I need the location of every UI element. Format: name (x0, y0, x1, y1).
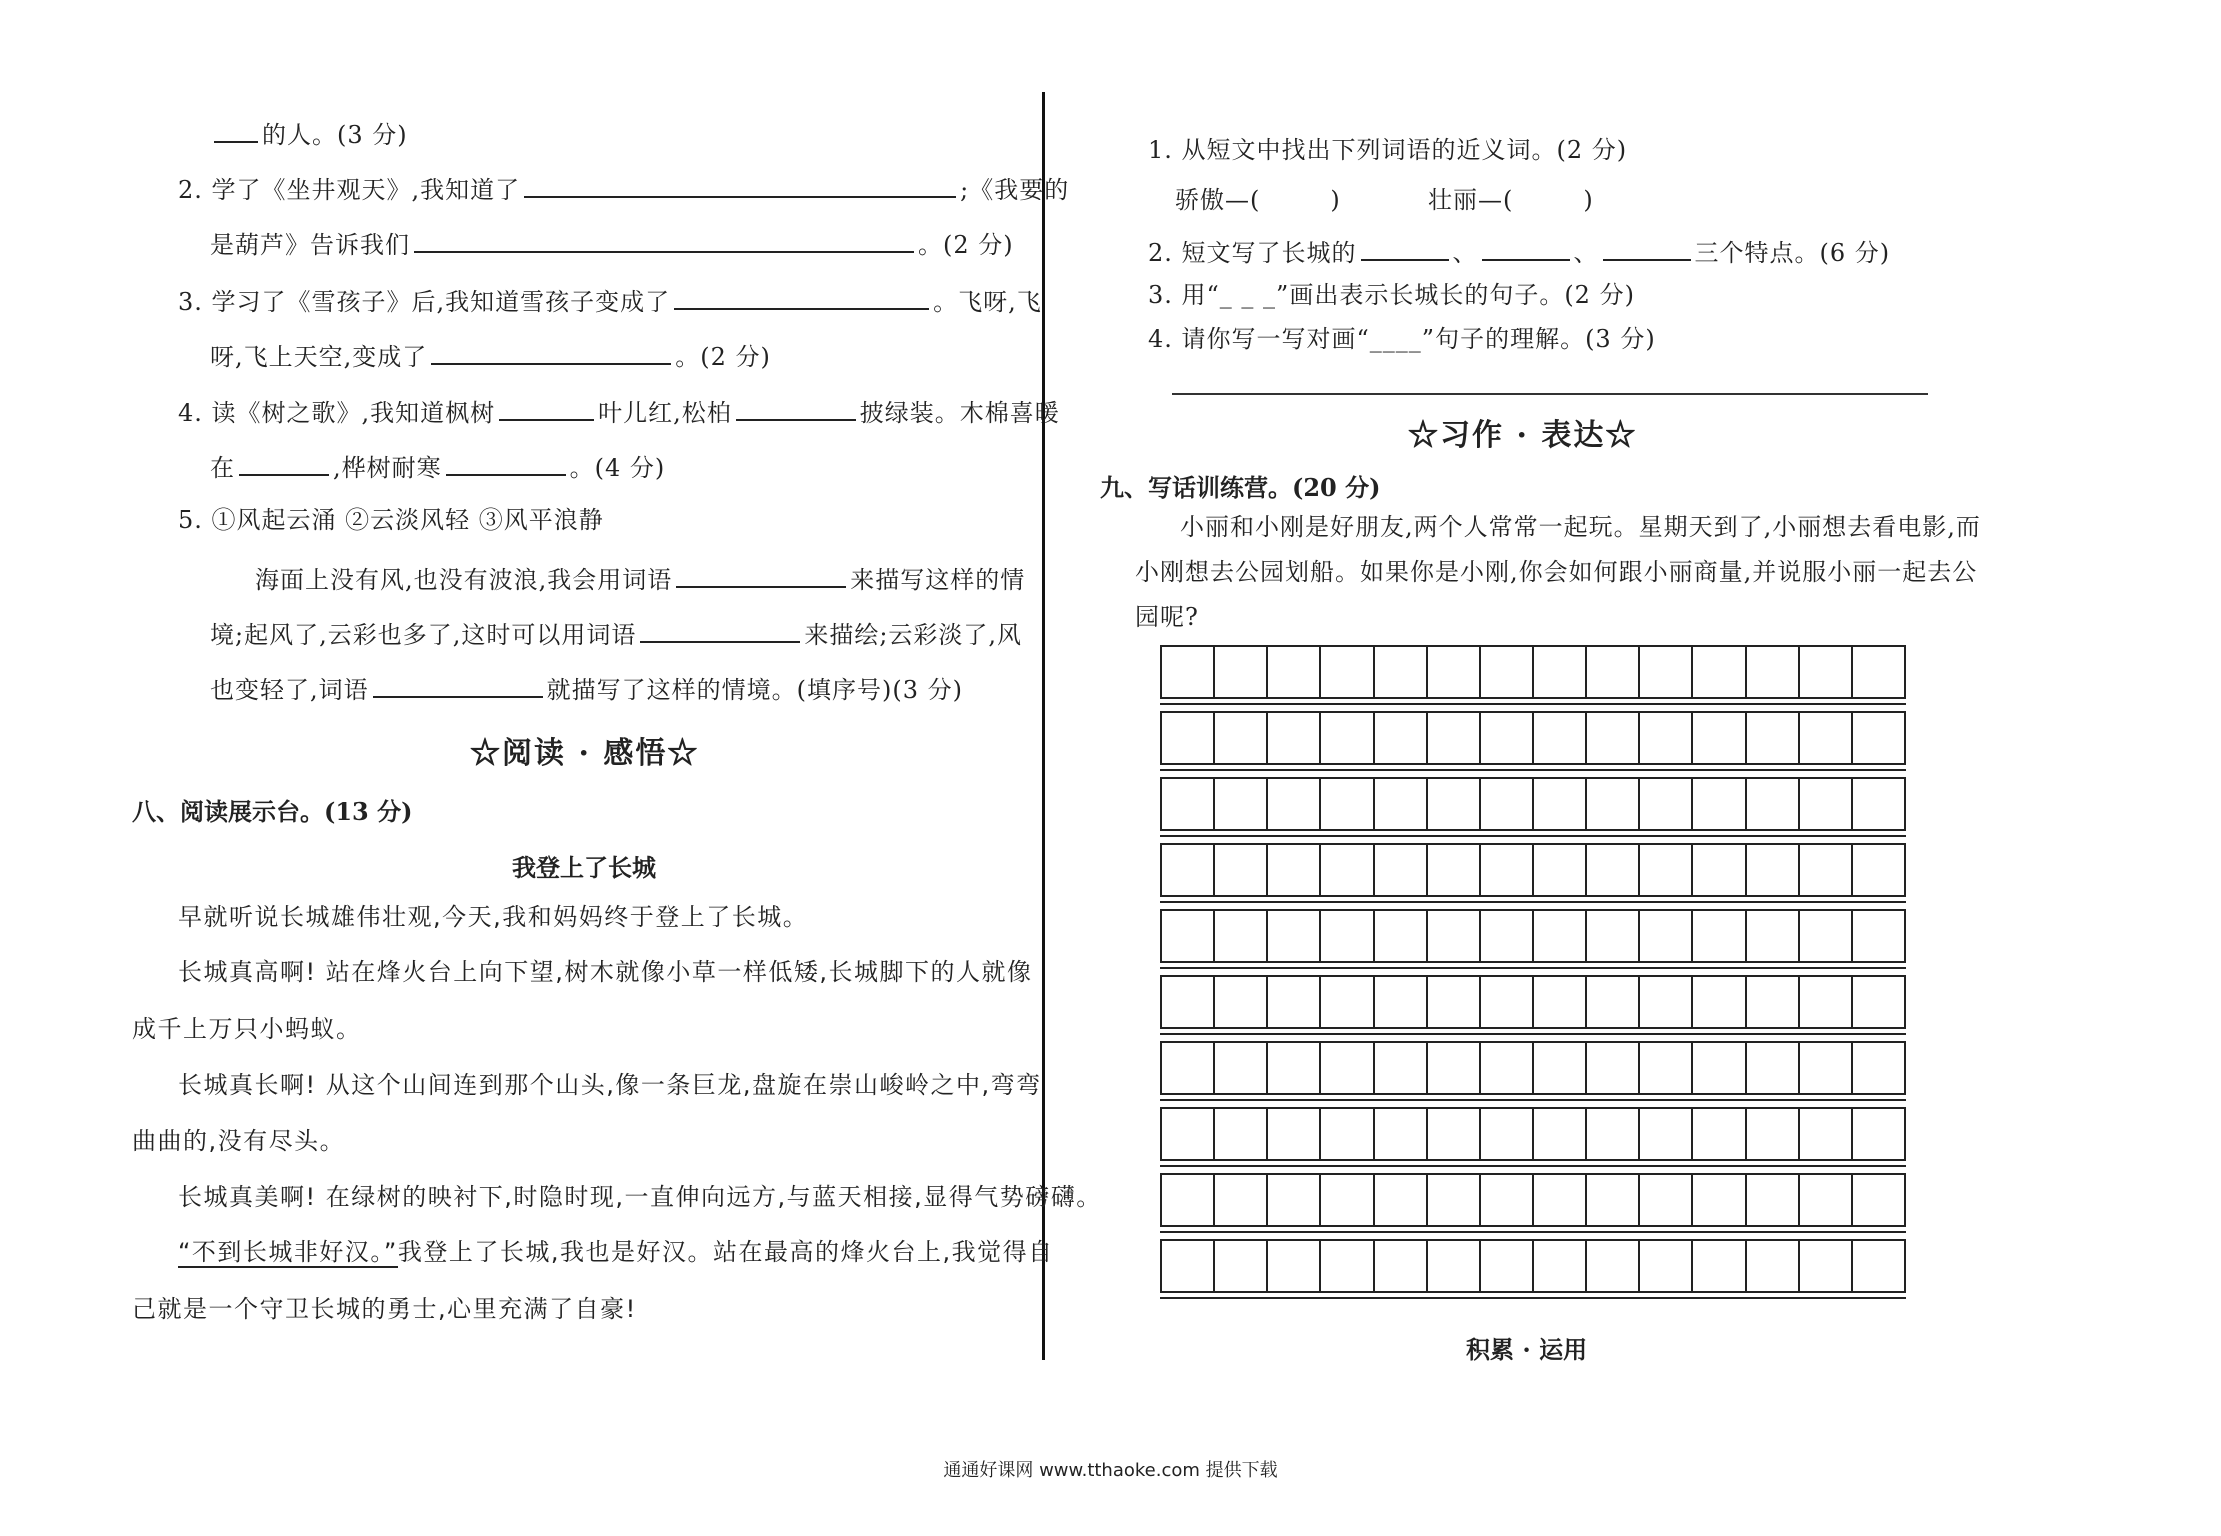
grid-cell[interactable] (1162, 1043, 1215, 1093)
grid-cell[interactable] (1800, 1109, 1853, 1159)
question-5-options: 5. ①风起云涌 ②云淡风轻 ③风平浪静 (178, 506, 604, 534)
grid-cell[interactable] (1800, 1175, 1853, 1225)
grid-cell[interactable] (1481, 1109, 1534, 1159)
grid-cell[interactable] (1640, 977, 1693, 1027)
grid-cell[interactable] (1375, 911, 1428, 961)
right-question-3: 3. 用“_ _ _”画出表示长城长的句子。(2 分) (1148, 281, 1635, 309)
passage-paragraph-3: 长城真长啊! 从这个山间连到那个山头,像一条巨龙,盘旋在崇山峻岭之中,弯弯 (178, 1071, 1042, 1099)
grid-cell[interactable] (1640, 911, 1693, 961)
grid-cell[interactable] (1587, 1175, 1640, 1225)
grid-row (1160, 1041, 1906, 1095)
grid-cell[interactable] (1375, 977, 1428, 1027)
grid-row (1160, 975, 1906, 1029)
passage-paragraph-2: 长城真高啊! 站在烽火台上向下望,树木就像小草一样低矮,长城脚下的人就像 (178, 958, 1033, 986)
section-heading-reading: ☆阅读 · 感悟☆ (470, 736, 700, 771)
grid-cell[interactable] (1640, 779, 1693, 829)
answer-blank[interactable] (373, 670, 543, 698)
grid-cell[interactable] (1215, 713, 1268, 763)
grid-cell[interactable] (1162, 647, 1215, 697)
grid-cell[interactable] (1321, 977, 1374, 1027)
grid-cell[interactable] (1215, 845, 1268, 895)
grid-cell[interactable] (1534, 1043, 1587, 1093)
grid-cell[interactable] (1747, 1241, 1800, 1291)
grid-cell[interactable] (1587, 977, 1640, 1027)
grid-cell[interactable] (1215, 1175, 1268, 1225)
answer-blank[interactable] (1603, 233, 1691, 261)
grid-cell[interactable] (1321, 1241, 1374, 1291)
grid-cell[interactable] (1215, 647, 1268, 697)
grid-cell[interactable] (1215, 977, 1268, 1027)
answer-blank[interactable] (524, 170, 956, 198)
column-divider (1042, 92, 1045, 1360)
passage-paragraph-5: “不到长城非好汉。”我登上了长城,我也是好汉。站在最高的烽火台上,我觉得自 (178, 1238, 1054, 1266)
grid-cell[interactable] (1321, 647, 1374, 697)
grid-cell[interactable] (1693, 1241, 1746, 1291)
grid-cell[interactable] (1747, 911, 1800, 961)
grid-cell[interactable] (1587, 911, 1640, 961)
grid-cell[interactable] (1853, 1241, 1904, 1291)
grid-cell[interactable] (1162, 779, 1215, 829)
answer-blank[interactable] (446, 448, 566, 476)
section-label-accumulate: 积累 · 运用 (1466, 1335, 1588, 1364)
grid-cell[interactable] (1215, 1241, 1268, 1291)
footer-credit: 通通好课网 www.tthaoke.com 提供下载 (943, 1460, 1278, 1481)
question-2-line-1: 2. 学了《坐井观天》,我知道了 ;《我要的 (178, 170, 1069, 207)
grid-cell[interactable] (1268, 1241, 1321, 1291)
grid-cell[interactable] (1375, 1175, 1428, 1225)
grid-cell[interactable] (1853, 647, 1904, 697)
grid-cell[interactable] (1853, 1109, 1904, 1159)
grid-cell[interactable] (1268, 779, 1321, 829)
grid-cell[interactable] (1481, 911, 1534, 961)
grid-cell[interactable] (1428, 647, 1481, 697)
grid-cell[interactable] (1321, 713, 1374, 763)
grid-cell[interactable] (1428, 1043, 1481, 1093)
grid-cell[interactable] (1162, 713, 1215, 763)
grid-cell[interactable] (1640, 1109, 1693, 1159)
grid-cell[interactable] (1587, 713, 1640, 763)
grid-cell[interactable] (1481, 1175, 1534, 1225)
grid-cell[interactable] (1534, 1175, 1587, 1225)
question-9-text-line-1: 小丽和小刚是好朋友,两个人常常一起玩。星期天到了,小丽想去看电影,而 (1180, 513, 1981, 541)
passage-paragraph-3-cont: 曲曲的,没有尽头。 (132, 1127, 346, 1155)
grid-cell[interactable] (1587, 845, 1640, 895)
grid-cell[interactable] (1800, 713, 1853, 763)
question-2-line-2: 是葫芦》告诉我们 。(2 分) (210, 225, 1014, 262)
grid-cell[interactable] (1693, 779, 1746, 829)
question-3-line-1: 3. 学习了《雪孩子》后,我知道雪孩子变成了 。飞呀,飞 (178, 282, 1042, 319)
grid-cell[interactable] (1481, 1043, 1534, 1093)
right-question-4: 4. 请你写一写对画“____”句子的理解。(3 分) (1148, 325, 1656, 353)
grid-cell[interactable] (1640, 647, 1693, 697)
passage-paragraph-5-cont: 己就是一个守卫长城的勇士,心里充满了自豪! (132, 1295, 637, 1323)
grid-cell[interactable] (1162, 845, 1215, 895)
question-8-title: 八、阅读展示台。(13 分) (132, 797, 413, 826)
answer-blank[interactable] (674, 282, 929, 310)
grid-cell[interactable] (1800, 1241, 1853, 1291)
grid-cell[interactable] (1800, 845, 1853, 895)
grid-cell[interactable] (1800, 1043, 1853, 1093)
grid-row (1160, 843, 1906, 897)
question-5-line-1: 海面上没有风,也没有波浪,我会用词语 来描写这样的情 (255, 560, 1025, 597)
grid-cell[interactable] (1587, 1241, 1640, 1291)
question-5-line-3: 也变轻了,词语 就描写了这样的情境。(填序号)(3 分) (210, 670, 963, 707)
grid-cell[interactable] (1481, 1241, 1534, 1291)
grid-row (1160, 711, 1906, 765)
grid-cell[interactable] (1853, 779, 1904, 829)
grid-row (1160, 909, 1906, 963)
grid-cell[interactable] (1268, 1043, 1321, 1093)
grid-cell[interactable] (1800, 977, 1853, 1027)
question-5-line-2: 境;起风了,云彩也多了,这时可以用词语 来描绘;云彩淡了,风 (210, 615, 1022, 652)
grid-cell[interactable] (1481, 713, 1534, 763)
grid-cell[interactable] (1268, 647, 1321, 697)
grid-row (1160, 1239, 1906, 1293)
grid-cell[interactable] (1747, 1109, 1800, 1159)
answer-blank[interactable] (239, 448, 329, 476)
grid-cell[interactable] (1162, 1175, 1215, 1225)
grid-cell[interactable] (1853, 1043, 1904, 1093)
passage-paragraph-4: 长城真美啊! 在绿树的映衬下,时隐时现,一直伸向远方,与蓝天相接,显得气势磅礴。 (178, 1183, 1102, 1211)
grid-cell[interactable] (1428, 977, 1481, 1027)
grid-cell[interactable] (1321, 1043, 1374, 1093)
grid-cell[interactable] (1534, 1241, 1587, 1291)
grid-cell[interactable] (1162, 911, 1215, 961)
grid-cell[interactable] (1640, 845, 1693, 895)
answer-blank[interactable] (431, 337, 671, 365)
answer-blank[interactable] (736, 393, 856, 421)
grid-cell[interactable] (1321, 1175, 1374, 1225)
question-9-title: 九、写话训练营。(20 分) (1100, 473, 1381, 502)
grid-cell[interactable] (1693, 845, 1746, 895)
grid-cell[interactable] (1215, 911, 1268, 961)
question-4-line-1: 4. 读《树之歌》,我知道枫树 叶儿红,松柏 披绿装。木棉喜暖 (178, 393, 1060, 430)
grid-cell[interactable] (1215, 779, 1268, 829)
grid-cell[interactable] (1534, 845, 1587, 895)
grid-row (1160, 1107, 1906, 1161)
grid-cell[interactable] (1747, 647, 1800, 697)
grid-row (1160, 777, 1906, 831)
grid-cell[interactable] (1534, 779, 1587, 829)
grid-cell[interactable] (1268, 911, 1321, 961)
grid-cell[interactable] (1587, 647, 1640, 697)
grid-cell[interactable] (1853, 1175, 1904, 1225)
right-question-1: 1. 从短文中找出下列词语的近义词。(2 分) (1148, 136, 1628, 164)
grid-cell[interactable] (1162, 977, 1215, 1027)
grid-cell[interactable] (1481, 845, 1534, 895)
grid-cell[interactable] (1375, 845, 1428, 895)
answer-line[interactable] (1172, 393, 1928, 395)
grid-cell[interactable] (1375, 1241, 1428, 1291)
grid-cell[interactable] (1640, 1241, 1693, 1291)
grid-cell[interactable] (1587, 779, 1640, 829)
grid-cell[interactable] (1375, 779, 1428, 829)
grid-cell[interactable] (1428, 1109, 1481, 1159)
grid-cell[interactable] (1534, 713, 1587, 763)
grid-cell[interactable] (1268, 977, 1321, 1027)
answer-blank[interactable] (1361, 233, 1449, 261)
writing-grid[interactable] (1160, 645, 1906, 1305)
grid-cell[interactable] (1747, 977, 1800, 1027)
grid-cell[interactable] (1375, 713, 1428, 763)
answer-blank[interactable] (214, 115, 258, 143)
grid-cell[interactable] (1428, 1241, 1481, 1291)
grid-cell[interactable] (1534, 647, 1587, 697)
section-heading-writing: ☆习作 · 表达☆ (1408, 418, 1638, 453)
underlined-quote: “不到长城非好汉。” (178, 1238, 398, 1266)
grid-cell[interactable] (1747, 779, 1800, 829)
grid-cell[interactable] (1800, 779, 1853, 829)
question-9-text-line-3: 园呢? (1135, 603, 1199, 631)
grid-cell[interactable] (1375, 1043, 1428, 1093)
question-3-line-2: 呀,飞上天空,变成了 。(2 分) (210, 337, 771, 374)
grid-cell[interactable] (1747, 1043, 1800, 1093)
grid-cell[interactable] (1268, 713, 1321, 763)
grid-cell[interactable] (1268, 1109, 1321, 1159)
grid-cell[interactable] (1587, 1043, 1640, 1093)
grid-cell[interactable] (1428, 845, 1481, 895)
grid-cell[interactable] (1481, 647, 1534, 697)
grid-cell[interactable] (1215, 1109, 1268, 1159)
answer-blank[interactable] (676, 560, 846, 588)
grid-cell[interactable] (1534, 977, 1587, 1027)
right-question-2: 2. 短文写了长城的 、 、 三个特点。(6 分) (1148, 233, 1890, 270)
grid-cell[interactable] (1587, 1109, 1640, 1159)
answer-blank[interactable] (499, 393, 594, 421)
grid-cell[interactable] (1321, 845, 1374, 895)
grid-cell[interactable] (1800, 911, 1853, 961)
passage-title: 我登上了长城 (512, 853, 656, 882)
grid-cell[interactable] (1268, 1175, 1321, 1225)
grid-cell[interactable] (1215, 1043, 1268, 1093)
grid-cell[interactable] (1428, 713, 1481, 763)
question-4-line-2: 在 ,桦树耐寒 。(4 分) (210, 448, 665, 485)
question-9-text-line-2: 小刚想去公园划船。如果你是小刚,你会如何跟小丽商量,并说服小丽一起去公 (1135, 558, 1978, 586)
answer-blank[interactable] (414, 225, 914, 253)
grid-cell[interactable] (1481, 779, 1534, 829)
grid-cell[interactable] (1693, 647, 1746, 697)
grid-cell[interactable] (1534, 911, 1587, 961)
grid-cell[interactable] (1693, 1043, 1746, 1093)
grid-cell[interactable] (1800, 647, 1853, 697)
right-question-1-words: 骄傲—( ) 壮丽—( ) (1175, 186, 1594, 214)
grid-cell[interactable] (1693, 977, 1746, 1027)
grid-cell[interactable] (1853, 911, 1904, 961)
grid-cell[interactable] (1693, 713, 1746, 763)
grid-cell[interactable] (1428, 779, 1481, 829)
grid-row (1160, 645, 1906, 699)
answer-blank[interactable] (1482, 233, 1570, 261)
passage-paragraph-2-cont: 成千上万只小蚂蚁。 (132, 1015, 362, 1043)
grid-cell[interactable] (1640, 1043, 1693, 1093)
grid-cell[interactable] (1375, 647, 1428, 697)
grid-cell[interactable] (1481, 977, 1534, 1027)
grid-cell[interactable] (1268, 845, 1321, 895)
grid-cell[interactable] (1853, 713, 1904, 763)
grid-cell[interactable] (1747, 713, 1800, 763)
grid-row (1160, 1173, 1906, 1227)
grid-cell[interactable] (1321, 1109, 1374, 1159)
grid-cell[interactable] (1375, 1109, 1428, 1159)
grid-cell[interactable] (1162, 1241, 1215, 1291)
grid-cell[interactable] (1693, 1109, 1746, 1159)
grid-cell[interactable] (1853, 845, 1904, 895)
grid-cell[interactable] (1853, 977, 1904, 1027)
answer-blank[interactable] (640, 615, 800, 643)
grid-cell[interactable] (1693, 911, 1746, 961)
grid-cell[interactable] (1640, 1175, 1693, 1225)
grid-cell[interactable] (1321, 911, 1374, 961)
q1-tail: 的人。(3 分) (210, 115, 408, 152)
grid-cell[interactable] (1162, 1109, 1215, 1159)
grid-cell[interactable] (1321, 779, 1374, 829)
grid-cell[interactable] (1534, 1109, 1587, 1159)
grid-cell[interactable] (1640, 713, 1693, 763)
grid-cell[interactable] (1693, 1175, 1746, 1225)
passage-paragraph-1: 早就听说长城雄伟壮观,今天,我和妈妈终于登上了长城。 (178, 903, 809, 931)
grid-cell[interactable] (1428, 911, 1481, 961)
grid-cell[interactable] (1428, 1175, 1481, 1225)
grid-cell[interactable] (1747, 1175, 1800, 1225)
grid-cell[interactable] (1747, 845, 1800, 895)
